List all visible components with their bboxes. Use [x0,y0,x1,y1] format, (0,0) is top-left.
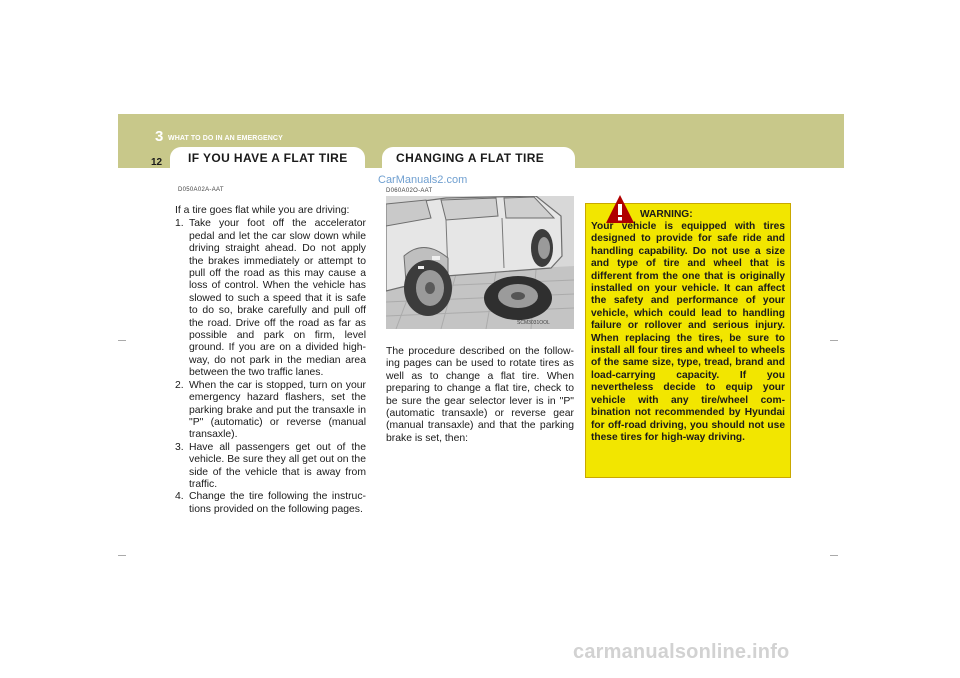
page-number: 12 [151,157,163,168]
warning-icon [602,194,638,224]
section-code-flat-tire: D050A02A-AAT [178,187,224,193]
chapter-number: 3 [155,128,164,145]
step-item [175,218,366,379]
step-item [175,491,366,516]
section-code-changing-tire: D060A02O-AAT [386,188,433,194]
step-text: Take your foot off the accelerator pedal and let the car slow down while driving straight ahead. Do not apply the brakes immediately or attempt to pull off the road as this may cause a loss of control. When the vehicle has slowed to such a speed that it is safe to do so, brake carefully and pull off the road. Drive off the road as far as possible and park on firm, level ground. If you are on a divided high-way, do not park in the median area between the two traffic lanes. [189,218,366,379]
changing-tire-intro: The procedure described on the follow-ing pages can be used to rotate tires as well as to change a flat tire. When preparing to change a flat tire, check to be sure the gear selector lever is in "P" (automatic transaxle) or reverse gear (manual transaxle) and that the parking brake is set, then: [386,346,574,444]
image-code: SCM3031OOL [517,320,550,326]
step-item [175,442,366,492]
step-text: Have all passengers get out of the vehicle. Be sure they all get out on the side of the vehicle that is away from traffic. [189,441,366,490]
step-item [175,380,366,442]
margin-tick [118,340,126,341]
step-text: Change the tire following the instruc-tions provided on the following pages. [189,491,366,515]
flat-tire-steps [175,218,366,516]
warning-text: Your vehicle is equipped with tires designed to provide for safe ride and handling capability. Do not use a size and type of tire and wheel that is different from the one that is originally installed on your vehicle. It can affect the safety and performance of your vehicle, which could lead to handling failure or rollover and serious injury. When replacing the tires, be sure to install all four tires and wheel to wheels of the same size, type, tread, brand and load-carrying capacity. If you nevertheless decide to equip your vehicle with any tire/wheel com-bination not recommended by Hyundai for off-road driving, you should not use these tires for high-way driving. [591,221,785,443]
step-number: 3. [175,441,184,453]
step-number: 1. [175,218,184,230]
section-title-flat-tire: IF YOU HAVE A FLAT TIRE [188,151,348,165]
car-and-spare-tire-drawing [386,196,574,329]
margin-tick [118,555,126,556]
section-title-changing-tire: CHANGING A FLAT TIRE [396,151,545,165]
flat-tire-illustration [386,196,574,329]
flat-tire-instructions [175,205,366,516]
warning-title: WARNING: [640,209,693,220]
margin-tick [830,340,838,341]
step-number: 2. [175,379,184,391]
footer-watermark: carmanualsonline.info [573,641,790,663]
step-number: 4. [175,491,184,503]
margin-tick [830,555,838,556]
step-text: When the car is stopped, turn on your emergency hazard flashers, set the parking brake and put the transaxle in "P" (automatic) or reverse (manual transaxle). [189,379,366,441]
watermark-link[interactable]: CarManuals2.com [378,174,468,186]
flat-tire-intro: If a tire goes flat while you are driving: [175,205,350,216]
chapter-title: WHAT TO DO IN AN EMERGENCY [168,135,283,142]
